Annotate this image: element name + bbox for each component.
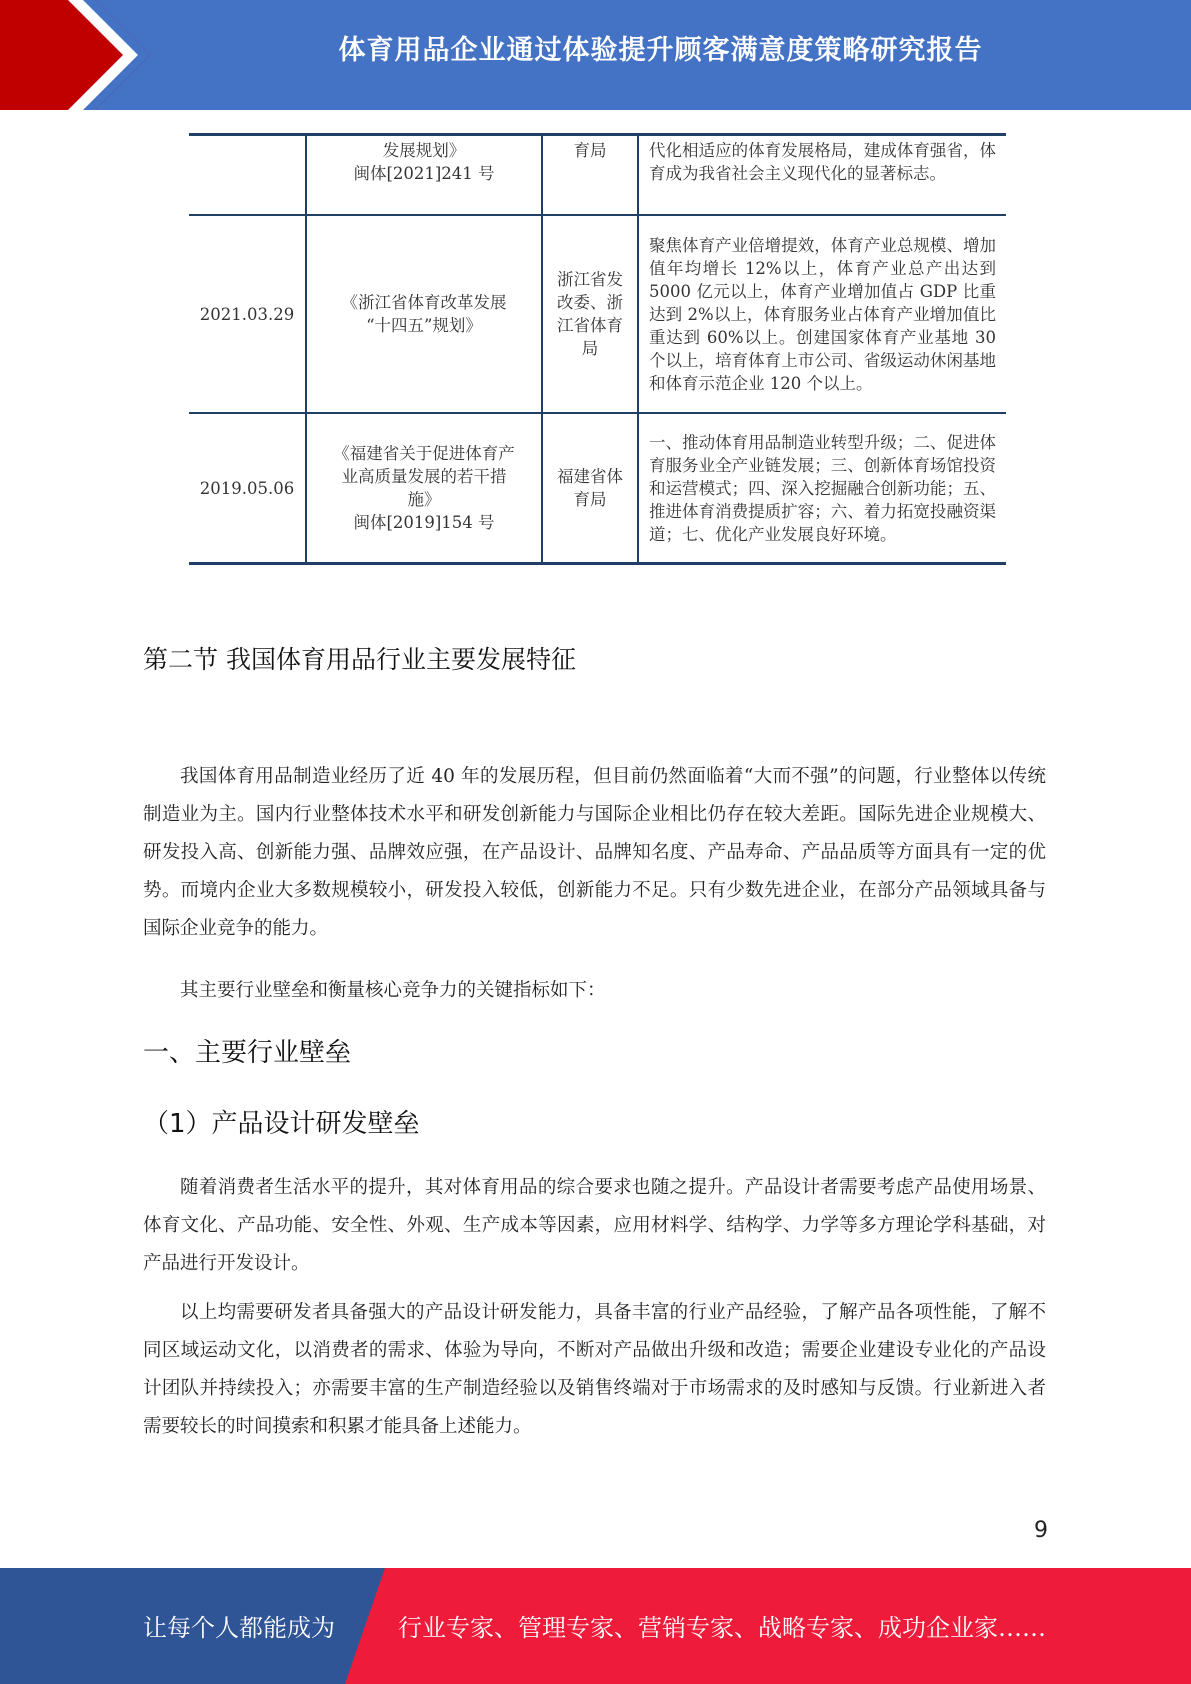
- cell-name: [306, 215, 542, 413]
- policy-table: [189, 133, 1006, 565]
- page-number: 9: [1034, 1518, 1048, 1543]
- heading-design-barrier: （1）产品设计研发壁垒: [143, 1109, 420, 1139]
- cell-date: 2019.05.06: [189, 413, 306, 564]
- cell-dept-line: 育局: [573, 141, 607, 160]
- cell-name-line: 《浙江省体育改革发展: [341, 293, 507, 312]
- page-header: [0, 0, 1191, 110]
- cell-dept-line: 福建省体: [557, 467, 623, 486]
- cell-name-line: 闽体[2019]154 号: [353, 513, 495, 532]
- table-row: [189, 413, 1006, 564]
- cell-name-line: 闽体[2021]241 号: [353, 164, 495, 183]
- paragraph-indicators-intro: 其主要行业壁垒和衡量核心竞争力的关键指标如下：: [180, 980, 606, 1001]
- cell-name-line: 业高质量发展的若干措: [341, 467, 507, 486]
- heading-industry-barriers: 一、主要行业壁垒: [143, 1038, 352, 1068]
- cell-content: 一、推动体育用品制造业转型升级；二、促进体育服务业全产业链发展；三、创新体育场馆投资和运营模式；四、深入挖掘融合创新功能；五、推进体育消费提质扩容；六、着力拓宽投融资渠道；七、优化产业发展良好环境。: [638, 413, 1006, 564]
- cell-dept-line: 育局: [573, 490, 607, 509]
- cell-dept-line: 浙江省发: [557, 270, 623, 289]
- cell-date: 2021.03.29: [189, 215, 306, 413]
- page-footer: [0, 1568, 1191, 1684]
- cell-content: 聚焦体育产业倍增提效，体育产业总规模、增加值年均增长 12%以上，体育产业总产出达到 5000 亿元以上，体育产业增加值占 GDP 比重达到 2%以上，体育服务业占体育产业增加值比重达到 60%以上。创建国家体育产业基地 30 个以上，培育体育上市公司、省级运动休闲基地和体育示范企业 120 个以上。: [638, 215, 1006, 413]
- paragraph-industry-overview: 我国体育用品制造业经历了近 40 年的发展历程，但目前仍然面临着“大而不强”的问题，行业整体以传统制造业为主。国内行业整体技术水平和研发创新能力与国际企业相比仍存在较大差距。国际先进企业规模大、研发投入高、创新能力强、品牌效应强，在产品设计、品牌知名度、产品寿命、产品品质等方面具有一定的优势。而境内企业大多数规模较小，研发投入较低，创新能力不足。只有少数先进企业，在部分产品领域具备与国际企业竞争的能力。: [143, 766, 1046, 939]
- paragraph-rd-capability: 以上均需要研发者具备强大的产品设计研发能力，具备丰富的行业产品经验，了解产品各项性能，了解不同区域运动文化，以消费者的需求、体验为导向，不断对产品做出升级和改造；需要企业建设专业化的产品设计团队并持续投入；亦需要丰富的生产制造经验以及销售终端对于市场需求的及时感知与反馈。行业新进入者需要较长的时间摸索和积累才能具备上述能力。: [143, 1302, 1046, 1437]
- cell-name-line: 《福建省关于促进体育产: [333, 444, 515, 463]
- cell-content: 代化相适应的体育发展格局，建成体育强省，体育成为我省社会主义现代化的显著标志。: [638, 135, 1006, 216]
- cell-name: [306, 135, 542, 216]
- section-title: 第二节 我国体育用品行业主要发展特征: [143, 645, 576, 674]
- cell-dept: [542, 215, 638, 413]
- cell-dept-line: 改委、浙: [557, 293, 623, 312]
- cell-dept: [542, 413, 638, 564]
- paragraph-design-requirements: 随着消费者生活水平的提升，其对体育用品的综合要求也随之提升。产品设计者需要考虑产品使用场景、体育文化、产品功能、安全性、外观、生产成本等因素，应用材料学、结构学、力学等多方理论学科基础，对产品进行开发设计。: [143, 1177, 1046, 1274]
- cell-dept-line: 江省体育: [557, 316, 623, 335]
- cell-name-line: 发展规划》: [382, 141, 466, 160]
- cell-name: [306, 413, 542, 564]
- table-row: [189, 135, 1006, 216]
- cell-dept: [542, 135, 638, 216]
- cell-date: [189, 135, 306, 216]
- footer-slogan-left: 让每个人都能成为: [143, 1614, 335, 1642]
- cell-dept-line: 局: [581, 339, 599, 358]
- footer-slogan-right: 行业专家、管理专家、营销专家、战略专家、成功企业家……: [398, 1614, 1046, 1642]
- cell-name-line: “十四五”规划》: [366, 316, 482, 335]
- cell-name-line: 施》: [407, 490, 441, 509]
- report-title: 体育用品企业通过体验提升顾客满意度策略研究报告: [338, 35, 983, 66]
- table-row: [189, 215, 1006, 413]
